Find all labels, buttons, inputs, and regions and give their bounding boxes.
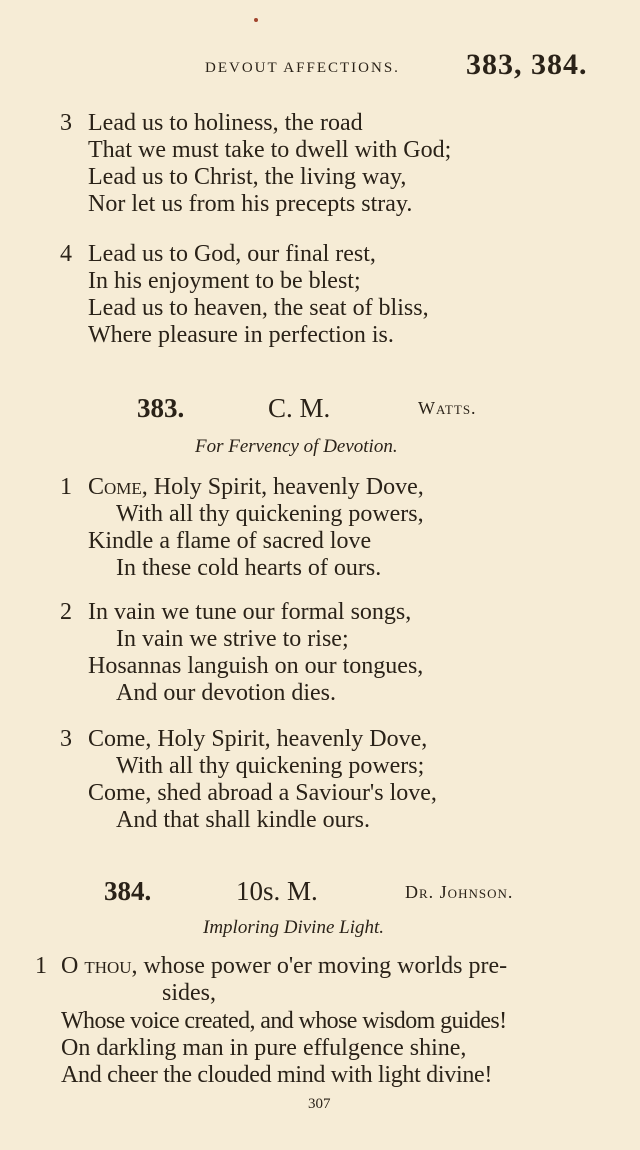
hymn-author: Dr. Johnson. xyxy=(405,882,514,902)
running-title: DEVOUT AFFECTIONS. xyxy=(205,60,400,76)
stanza-line: Whose voice created, and whose wisdom guides! xyxy=(61,1008,507,1034)
stanza-line: Lead us to Christ, the living way, xyxy=(88,164,407,190)
stanza-line: 1 O thou, whose power o'er moving worlds pre- xyxy=(35,953,508,979)
stanza-line: In vain we strive to rise; xyxy=(116,626,349,652)
stanza-line: 3 Come, Holy Spirit, heavenly Dove, xyxy=(60,726,428,752)
stanza-line: Hosannas languish on our tongues, xyxy=(88,653,424,679)
ink-spot xyxy=(254,18,258,22)
stanza-line: Come, shed abroad a Saviour's love, xyxy=(88,780,437,806)
hymn-meter: 10s. M. xyxy=(236,876,318,906)
stanza-line: And our devotion dies. xyxy=(116,680,336,706)
stanza-line: Kindle a flame of sacred love xyxy=(88,528,372,554)
stanza-number: 1 xyxy=(35,953,47,979)
hymn-meter: C. M. xyxy=(268,393,331,423)
stanza-number: 3 xyxy=(60,726,72,752)
stanza-line: On darkling man in pure effulgence shine, xyxy=(61,1035,467,1061)
stanza-line: Lead us to heaven, the seat of bliss, xyxy=(88,295,429,321)
stanza-line: 1 Come, Holy Spirit, heavenly Dove, xyxy=(60,474,424,500)
stanza-line: 3 Lead us to holiness, the road xyxy=(60,110,363,136)
stanza-line: 2 In vain we tune our formal songs, xyxy=(60,599,412,625)
stanza-number: 4 xyxy=(60,241,72,267)
stanza-line: That we must take to dwell with God; xyxy=(88,137,452,163)
stanza-line: In his enjoyment to be blest; xyxy=(88,268,361,294)
hymn-number: 384. xyxy=(104,876,152,906)
stanza-line: In these cold hearts of ours. xyxy=(116,555,382,581)
hymn-author: Watts. xyxy=(418,398,477,418)
hymn-title: For Fervency of Devotion. xyxy=(195,436,398,457)
stanza-number: 2 xyxy=(60,599,72,625)
stanza-number: 3 xyxy=(60,110,72,136)
stanza-line: With all thy quickening powers, xyxy=(116,501,424,527)
page-number: 307 xyxy=(308,1096,331,1112)
header-hymn-numbers: 383, 384. xyxy=(466,48,588,81)
stanza-line: And that shall kindle ours. xyxy=(116,807,370,833)
stanza-line: Nor let us from his precepts stray. xyxy=(88,191,413,217)
hymn-title: Imploring Divine Light. xyxy=(203,917,385,938)
stanza-line: sides, xyxy=(162,980,216,1006)
stanza-line: 4 Lead us to God, our final rest, xyxy=(60,241,376,267)
stanza-line: And cheer the clouded mind with light divine! xyxy=(61,1062,493,1088)
stanza-line: With all thy quickening powers; xyxy=(116,753,425,779)
initial-word: Come, xyxy=(88,474,148,500)
stanza-number: 1 xyxy=(60,474,72,500)
hymn-number: 383. xyxy=(137,393,185,423)
initial-word: O thou, xyxy=(61,953,138,979)
stanza-line: Where pleasure in perfection is. xyxy=(88,322,394,348)
